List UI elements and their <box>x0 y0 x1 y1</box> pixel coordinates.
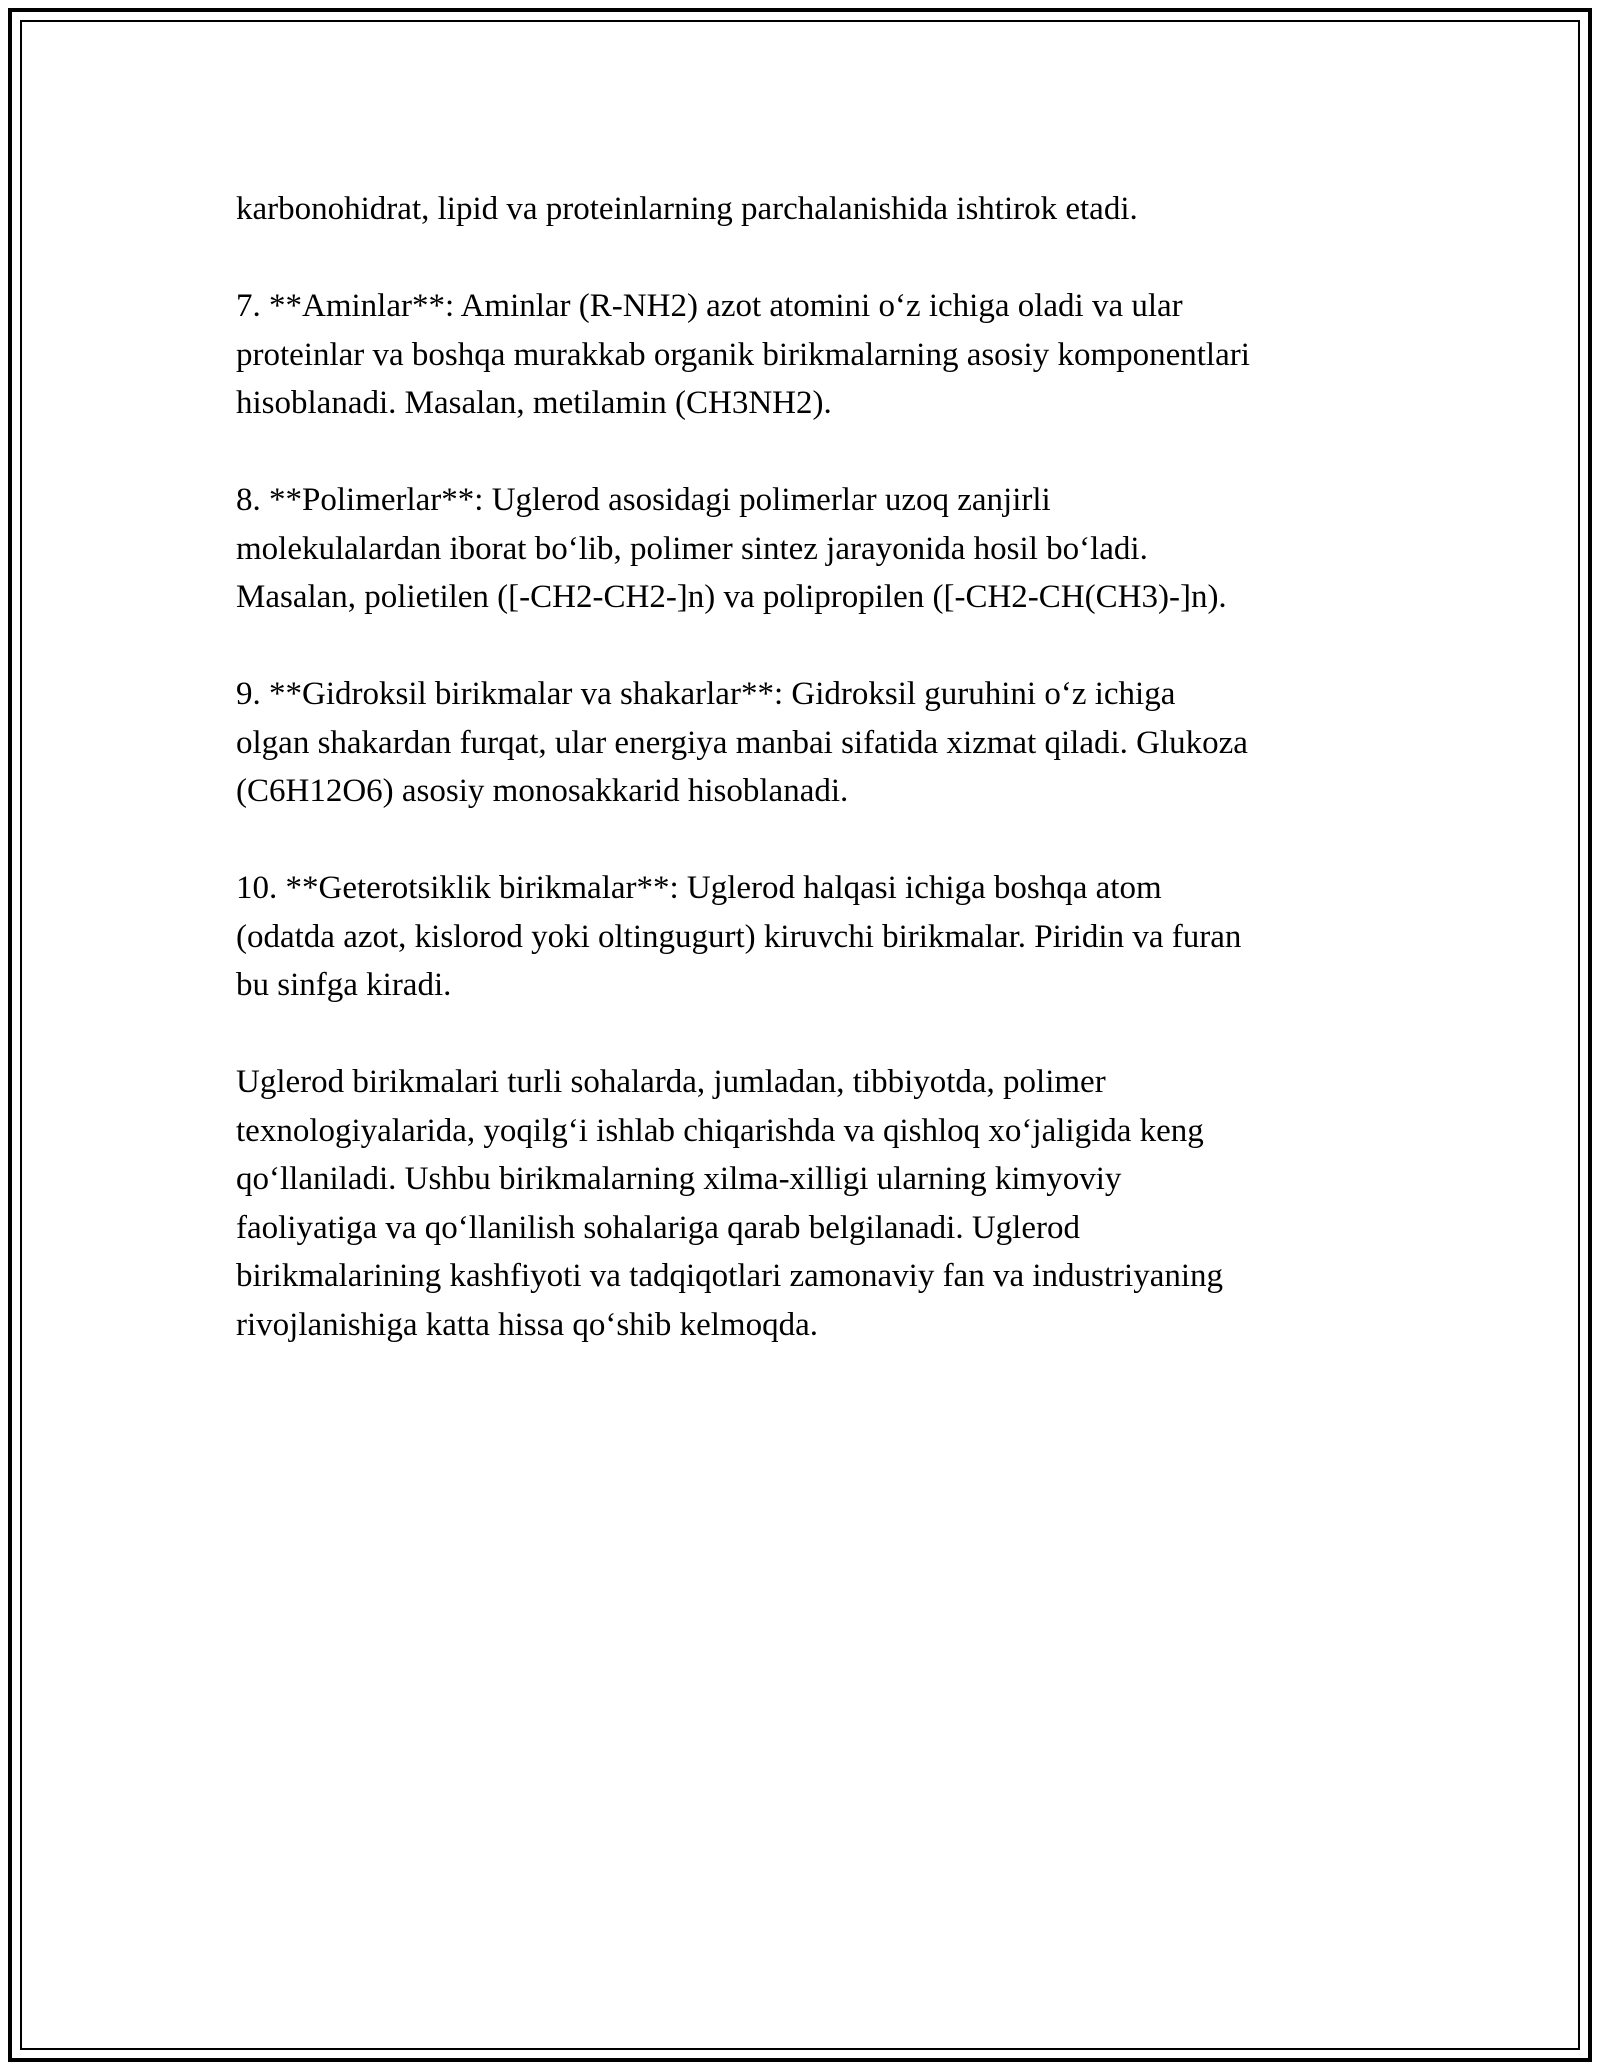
paragraph-continuation <box>236 185 1366 234</box>
text-line: qo‘llaniladi. Ushbu birikmalarning xilma-xilligi ularning kimyoviy <box>236 1161 1122 1197</box>
text-line: karbonohidrat, lipid va proteinlarning parchalanishida ishtirok etadi. <box>236 191 1138 227</box>
paragraph-gidroksil <box>236 670 1366 816</box>
text-line: rivojlanishiga katta hissa qo‘shib kelmoqda. <box>236 1306 818 1343</box>
text-line: 9. **Gidroksil birikmalar va shakarlar**: Gidroksil guruhini o‘z ichiga <box>236 676 1176 712</box>
text-line: hisoblanadi. Masalan, metilamin (CH3NH2). <box>236 385 832 421</box>
text-line: faoliyatiga va qo‘llanilish sohalariga qarab belgilanadi. Uglerod <box>236 1209 1080 1246</box>
text-line: Uglerod birikmalari turli sohalarda, jumladan, tibbiyotda, polimer <box>236 1064 1106 1100</box>
text-line: olgan shakardan furqat, ular energiya manbai sifatida xizmat qiladi. Glukoza <box>236 724 1248 761</box>
paragraph-geterotsiklik <box>236 864 1366 1010</box>
text-line: Masalan, polietilen ([-CH2-CH2-]n) va polipropilen ([-CH2-CH(CH3)-]n). <box>236 579 1227 615</box>
paragraph-aminlar <box>236 282 1366 428</box>
text-line: texnologiyalarida, yoqilg‘i ishlab chiqarishda va qishloq xo‘jaligida keng <box>236 1112 1204 1149</box>
text-line: molekulalardan iborat bo‘lib, polimer sintez jarayonida hosil bo‘ladi. <box>236 530 1148 567</box>
text-line: 7. **Aminlar**: Aminlar (R-NH2) azot atomini o‘z ichiga oladi va ular <box>236 288 1183 324</box>
text-line: (C6H12O6) asosiy monosakkarid hisoblanadi. <box>236 773 849 809</box>
document-body <box>236 185 1366 1398</box>
paragraph-polimerlar <box>236 476 1366 622</box>
paragraph-conclusion <box>236 1058 1366 1349</box>
text-line: (odatda azot, kislorod yoki oltingugurt) kiruvchi birikmalar. Piridin va furan <box>236 918 1242 955</box>
text-line: 10. **Geterotsiklik birikmalar**: Uglerod halqasi ichiga boshqa atom <box>236 870 1162 906</box>
text-line: 8. **Polimerlar**: Uglerod asosidagi polimerlar uzoq zanjirli <box>236 482 1051 518</box>
text-line: bu sinfga kiradi. <box>236 967 452 1003</box>
text-line: proteinlar va boshqa murakkab organik birikmalarning asosiy komponentlari <box>236 336 1250 373</box>
text-line: birikmalarining kashfiyoti va tadqiqotlari zamonaviy fan va industriyaning <box>236 1258 1224 1294</box>
